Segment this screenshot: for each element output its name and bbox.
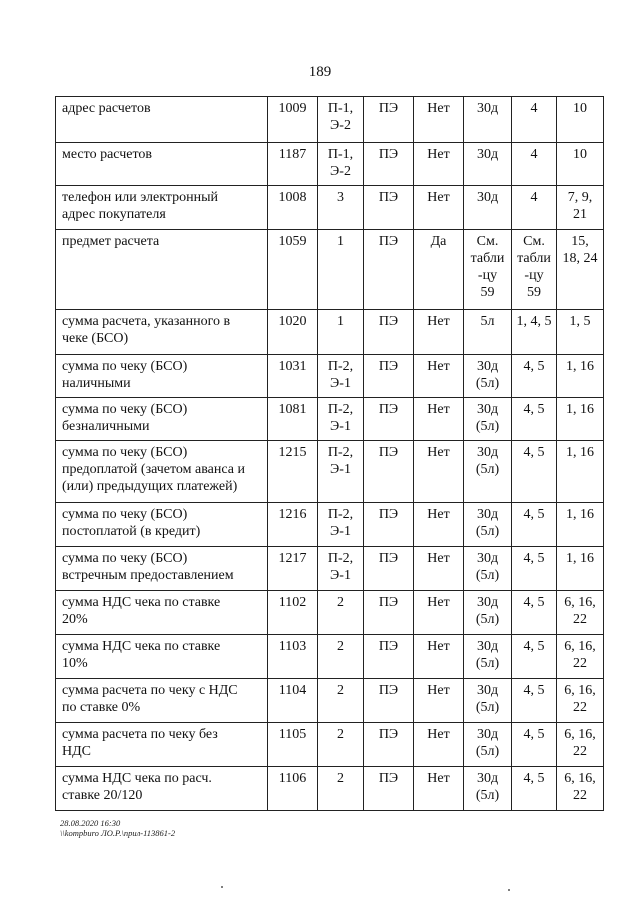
cell-length-line: (5л) bbox=[475, 700, 500, 715]
cell-notes-line: 1, 16 bbox=[566, 445, 594, 460]
cell-length bbox=[464, 186, 512, 230]
cell-code: 1020 bbox=[268, 310, 318, 355]
cell-name bbox=[56, 97, 268, 143]
cell-notes-line: 1, 16 bbox=[566, 507, 594, 522]
cell-format-line: П-2, bbox=[327, 507, 354, 522]
cell-length-line: 30д bbox=[476, 595, 499, 610]
cell-name-line: чеке (БСО) bbox=[62, 331, 129, 346]
cell-name bbox=[56, 355, 268, 398]
cell-name bbox=[56, 547, 268, 591]
cell-mandatory: Нет bbox=[414, 591, 464, 635]
cell-type: ПЭ bbox=[364, 503, 414, 547]
table-row bbox=[56, 723, 604, 767]
cell-code: 1216 bbox=[268, 503, 318, 547]
cell-notes-line: 6, 16, bbox=[564, 595, 596, 610]
cell-mandatory: Да bbox=[414, 230, 464, 310]
cell-ffd-version-line: 4, 5 bbox=[523, 445, 545, 460]
cell-notes-line: 15, bbox=[571, 234, 589, 249]
cell-code: 1104 bbox=[268, 679, 318, 723]
cell-length-line: 5л bbox=[480, 314, 495, 329]
cell-name-line: постоплатой (в кредит) bbox=[62, 524, 201, 539]
cell-length bbox=[464, 767, 512, 811]
cell-ffd-version-line: См. bbox=[523, 234, 545, 249]
cell-notes-line: 22 bbox=[573, 656, 587, 671]
cell-name bbox=[56, 503, 268, 547]
cell-notes-line: 1, 16 bbox=[566, 359, 594, 374]
cell-format-line: П-1, bbox=[327, 147, 354, 162]
cell-ffd-version-line: 1, 4, 5 bbox=[516, 314, 552, 329]
requisites-table bbox=[55, 96, 604, 811]
table-row bbox=[56, 310, 604, 355]
cell-ffd-version-line: 4, 5 bbox=[523, 551, 545, 566]
cell-ffd-version bbox=[512, 635, 557, 679]
cell-name-line: (или) предыдущих платежей) bbox=[62, 479, 238, 494]
cell-name-line: сумма по чеку (БСО) bbox=[62, 359, 188, 374]
cell-notes-line: 22 bbox=[573, 700, 587, 715]
cell-name-line: наличными bbox=[62, 376, 131, 391]
cell-name-line: сумма расчета по чеку с НДС bbox=[62, 683, 238, 698]
cell-ffd-version-line: 4, 5 bbox=[523, 507, 545, 522]
cell-format-line: 2 bbox=[337, 639, 344, 654]
cell-format-line: Э-1 bbox=[330, 568, 351, 583]
cell-name bbox=[56, 679, 268, 723]
cell-ffd-version bbox=[512, 310, 557, 355]
cell-length bbox=[464, 441, 512, 503]
cell-name-line: сумма расчета, указанного в bbox=[62, 314, 231, 329]
cell-length-line: 30д bbox=[476, 445, 499, 460]
cell-type: ПЭ bbox=[364, 355, 414, 398]
cell-length bbox=[464, 547, 512, 591]
cell-notes-line: 6, 16, bbox=[564, 639, 596, 654]
table-row bbox=[56, 503, 604, 547]
cell-format-line: П-2, bbox=[327, 445, 354, 460]
cell-format-line: П-2, bbox=[327, 402, 354, 417]
cell-notes bbox=[557, 355, 604, 398]
cell-notes-line: 1, 16 bbox=[566, 402, 594, 417]
cell-notes-line: 6, 16, bbox=[564, 771, 596, 786]
cell-notes bbox=[557, 310, 604, 355]
cell-length-line: (5л) bbox=[475, 419, 500, 434]
cell-name-line: 20% bbox=[62, 612, 88, 627]
cell-notes bbox=[557, 635, 604, 679]
cell-code: 1059 bbox=[268, 230, 318, 310]
cell-length-line: 30д bbox=[476, 402, 499, 417]
cell-length-line: (5л) bbox=[475, 612, 500, 627]
cell-notes-line: 18, 24 bbox=[562, 251, 598, 266]
cell-code: 1187 bbox=[268, 143, 318, 186]
cell-mandatory: Нет bbox=[414, 767, 464, 811]
cell-name-line: безналичными bbox=[62, 419, 150, 434]
cell-notes bbox=[557, 591, 604, 635]
cell-type: ПЭ bbox=[364, 186, 414, 230]
cell-format-line: Э-1 bbox=[330, 462, 351, 477]
cell-name bbox=[56, 767, 268, 811]
cell-notes-line: 1, 5 bbox=[569, 314, 591, 329]
cell-ffd-version-line: 4, 5 bbox=[523, 595, 545, 610]
cell-length-line: 30д bbox=[476, 683, 499, 698]
table-row bbox=[56, 143, 604, 186]
cell-ffd-version bbox=[512, 503, 557, 547]
cell-ffd-version-line: 4 bbox=[530, 190, 538, 205]
cell-format bbox=[318, 591, 364, 635]
table-row bbox=[56, 767, 604, 811]
table-row bbox=[56, 97, 604, 143]
cell-notes-line: 6, 16, bbox=[564, 683, 596, 698]
cell-type: ПЭ bbox=[364, 635, 414, 679]
cell-code: 1103 bbox=[268, 635, 318, 679]
cell-length bbox=[464, 310, 512, 355]
cell-format-line: Э-1 bbox=[330, 376, 351, 391]
cell-length-line: (5л) bbox=[475, 788, 500, 803]
cell-code: 1081 bbox=[268, 398, 318, 441]
cell-name bbox=[56, 591, 268, 635]
cell-type: ПЭ bbox=[364, 591, 414, 635]
cell-length bbox=[464, 635, 512, 679]
cell-length-line: 30д bbox=[476, 771, 499, 786]
page-number: 189 bbox=[308, 64, 332, 80]
table-row bbox=[56, 355, 604, 398]
cell-length-line: (5л) bbox=[475, 524, 500, 539]
cell-length bbox=[464, 355, 512, 398]
cell-name-line: сумма НДС чека по ставке bbox=[62, 595, 221, 610]
cell-ffd-version bbox=[512, 591, 557, 635]
cell-ffd-version-line: 4, 5 bbox=[523, 639, 545, 654]
cell-mandatory: Нет bbox=[414, 503, 464, 547]
cell-format-line: 2 bbox=[337, 595, 344, 610]
cell-format bbox=[318, 310, 364, 355]
cell-ffd-version bbox=[512, 355, 557, 398]
cell-name-line: предоплатой (зачетом аванса и bbox=[62, 462, 245, 477]
cell-mandatory: Нет bbox=[414, 547, 464, 591]
cell-code: 1105 bbox=[268, 723, 318, 767]
cell-mandatory: Нет bbox=[414, 310, 464, 355]
cell-name-line: сумма по чеку (БСО) bbox=[62, 402, 188, 417]
cell-ffd-version bbox=[512, 186, 557, 230]
cell-format bbox=[318, 398, 364, 441]
cell-format-line: 2 bbox=[337, 771, 344, 786]
cell-name bbox=[56, 186, 268, 230]
cell-ffd-version-line: табли bbox=[517, 251, 551, 266]
cell-length bbox=[464, 143, 512, 186]
cell-length-line: (5л) bbox=[475, 744, 500, 759]
cell-type: ПЭ bbox=[364, 723, 414, 767]
cell-notes bbox=[557, 398, 604, 441]
cell-ffd-version-line: 59 bbox=[527, 285, 541, 300]
cell-length-line: (5л) bbox=[475, 568, 500, 583]
cell-code: 1031 bbox=[268, 355, 318, 398]
cell-format bbox=[318, 441, 364, 503]
cell-length-line: 30д bbox=[476, 190, 499, 205]
cell-code: 1215 bbox=[268, 441, 318, 503]
cell-name-line: сумма расчета по чеку без bbox=[62, 727, 218, 742]
cell-ffd-version-line: 4 bbox=[530, 101, 538, 116]
cell-length-line: 30д bbox=[476, 359, 499, 374]
cell-type: ПЭ bbox=[364, 679, 414, 723]
cell-ffd-version bbox=[512, 398, 557, 441]
cell-name-line: телефон или электронный bbox=[62, 190, 218, 205]
cell-type: ПЭ bbox=[364, 143, 414, 186]
cell-format bbox=[318, 503, 364, 547]
cell-format bbox=[318, 635, 364, 679]
cell-length-line: 30д bbox=[476, 101, 499, 116]
cell-notes bbox=[557, 767, 604, 811]
table-row bbox=[56, 635, 604, 679]
cell-notes-line: 10 bbox=[573, 147, 587, 162]
cell-ffd-version-line: 4, 5 bbox=[523, 771, 545, 786]
table-row bbox=[56, 398, 604, 441]
cell-length-line: 30д bbox=[476, 551, 499, 566]
cell-name-line: место расчетов bbox=[62, 147, 153, 162]
cell-format-line: 2 bbox=[337, 683, 344, 698]
cell-name-line: встречным предоставлением bbox=[62, 568, 234, 583]
cell-mandatory: Нет bbox=[414, 441, 464, 503]
cell-name-line: сумма НДС чека по расч. bbox=[62, 771, 212, 786]
cell-notes-line: 7, 9, bbox=[567, 190, 593, 205]
cell-length bbox=[464, 97, 512, 143]
cell-mandatory: Нет bbox=[414, 635, 464, 679]
cell-ffd-version-line: 4, 5 bbox=[523, 359, 545, 374]
cell-format bbox=[318, 97, 364, 143]
cell-format-line: 1 bbox=[337, 314, 344, 329]
cell-mandatory: Нет bbox=[414, 679, 464, 723]
cell-length bbox=[464, 230, 512, 310]
cell-name-line: адрес покупателя bbox=[62, 207, 166, 222]
cell-notes-line: 22 bbox=[573, 612, 587, 627]
cell-format bbox=[318, 186, 364, 230]
cell-notes-line: 22 bbox=[573, 744, 587, 759]
cell-format-line: П-2, bbox=[327, 359, 354, 374]
cell-format-line: Э-1 bbox=[330, 524, 351, 539]
cell-length-line: (5л) bbox=[475, 462, 500, 477]
cell-ffd-version bbox=[512, 97, 557, 143]
cell-notes bbox=[557, 503, 604, 547]
cell-ffd-version bbox=[512, 230, 557, 310]
cell-length bbox=[464, 591, 512, 635]
table-body bbox=[56, 97, 604, 811]
cell-format-line: П-2, bbox=[327, 551, 354, 566]
cell-length bbox=[464, 679, 512, 723]
cell-format bbox=[318, 679, 364, 723]
cell-code: 1009 bbox=[268, 97, 318, 143]
cell-name bbox=[56, 310, 268, 355]
cell-notes-line: 10 bbox=[573, 101, 587, 116]
cell-type: ПЭ bbox=[364, 97, 414, 143]
cell-name bbox=[56, 723, 268, 767]
cell-notes bbox=[557, 547, 604, 591]
footer-file-path: \\kompburo ЛО.Р.\прил-113861-2 bbox=[60, 828, 176, 838]
cell-notes bbox=[557, 441, 604, 503]
cell-name-line: сумма по чеку (БСО) bbox=[62, 507, 188, 522]
cell-ffd-version-line: 4, 5 bbox=[523, 683, 545, 698]
cell-ffd-version bbox=[512, 143, 557, 186]
cell-name-line: ставке 20/120 bbox=[62, 788, 143, 803]
cell-format bbox=[318, 547, 364, 591]
cell-code: 1008 bbox=[268, 186, 318, 230]
cell-mandatory: Нет bbox=[414, 97, 464, 143]
cell-ffd-version-line: 4, 5 bbox=[523, 402, 545, 417]
cell-ffd-version bbox=[512, 723, 557, 767]
cell-notes-line: 1, 16 bbox=[566, 551, 594, 566]
cell-name-line: адрес расчетов bbox=[62, 101, 151, 116]
cell-type: ПЭ bbox=[364, 230, 414, 310]
cell-length-line: -цу bbox=[477, 268, 498, 283]
scan-speck bbox=[508, 889, 510, 891]
cell-format-line: 2 bbox=[337, 727, 344, 742]
cell-format-line: П-1, bbox=[327, 101, 354, 116]
cell-format bbox=[318, 143, 364, 186]
footer-timestamp: 28.08.2020 16:30 bbox=[60, 818, 121, 828]
cell-format bbox=[318, 767, 364, 811]
document-footer bbox=[60, 818, 175, 838]
cell-length-line: 30д bbox=[476, 147, 499, 162]
cell-ffd-version bbox=[512, 767, 557, 811]
cell-length bbox=[464, 503, 512, 547]
cell-notes bbox=[557, 97, 604, 143]
cell-notes-line: 21 bbox=[573, 207, 587, 222]
cell-name-line: 10% bbox=[62, 656, 88, 671]
cell-name-line: предмет расчета bbox=[62, 234, 160, 249]
cell-notes bbox=[557, 723, 604, 767]
cell-notes bbox=[557, 186, 604, 230]
cell-notes bbox=[557, 679, 604, 723]
cell-type: ПЭ bbox=[364, 441, 414, 503]
cell-length bbox=[464, 723, 512, 767]
cell-length-line: табли bbox=[470, 251, 505, 266]
cell-type: ПЭ bbox=[364, 767, 414, 811]
cell-name-line: сумма НДС чека по ставке bbox=[62, 639, 221, 654]
cell-name-line: сумма по чеку (БСО) bbox=[62, 445, 188, 460]
table-row bbox=[56, 679, 604, 723]
cell-ffd-version bbox=[512, 441, 557, 503]
cell-type: ПЭ bbox=[364, 398, 414, 441]
cell-name bbox=[56, 398, 268, 441]
cell-length-line: (5л) bbox=[475, 656, 500, 671]
cell-length-line: 59 bbox=[480, 285, 495, 300]
cell-name-line: сумма по чеку (БСО) bbox=[62, 551, 188, 566]
cell-mandatory: Нет bbox=[414, 143, 464, 186]
scan-speck bbox=[221, 886, 223, 888]
cell-name bbox=[56, 635, 268, 679]
cell-length-line: 30д bbox=[476, 507, 499, 522]
cell-ffd-version-line: 4 bbox=[530, 147, 538, 162]
cell-name-line: НДС bbox=[62, 744, 91, 759]
cell-name bbox=[56, 441, 268, 503]
cell-code: 1106 bbox=[268, 767, 318, 811]
cell-mandatory: Нет bbox=[414, 186, 464, 230]
cell-name-line: по ставке 0% bbox=[62, 700, 141, 715]
cell-type: ПЭ bbox=[364, 547, 414, 591]
cell-ffd-version bbox=[512, 547, 557, 591]
cell-code: 1217 bbox=[268, 547, 318, 591]
cell-mandatory: Нет bbox=[414, 723, 464, 767]
table-row bbox=[56, 547, 604, 591]
cell-format bbox=[318, 230, 364, 310]
cell-format-line: Э-2 bbox=[330, 118, 351, 133]
cell-type: ПЭ bbox=[364, 310, 414, 355]
cell-notes bbox=[557, 143, 604, 186]
table-row bbox=[56, 591, 604, 635]
cell-format-line: Э-2 bbox=[330, 164, 351, 179]
cell-notes-line: 22 bbox=[573, 788, 587, 803]
cell-notes bbox=[557, 230, 604, 310]
table-row bbox=[56, 441, 604, 503]
cell-format bbox=[318, 355, 364, 398]
cell-mandatory: Нет bbox=[414, 398, 464, 441]
cell-format bbox=[318, 723, 364, 767]
cell-ffd-version-line: -цу bbox=[524, 268, 544, 283]
cell-length-line: См. bbox=[476, 234, 499, 249]
cell-length-line: 30д bbox=[476, 639, 499, 654]
cell-notes-line: 6, 16, bbox=[564, 727, 596, 742]
cell-format-line: Э-1 bbox=[330, 419, 351, 434]
table-row bbox=[56, 230, 604, 310]
cell-length bbox=[464, 398, 512, 441]
cell-length-line: 30д bbox=[476, 727, 499, 742]
table-row bbox=[56, 186, 604, 230]
cell-ffd-version bbox=[512, 679, 557, 723]
cell-code: 1102 bbox=[268, 591, 318, 635]
cell-length-line: (5л) bbox=[475, 376, 500, 391]
cell-format-line: 3 bbox=[337, 190, 344, 205]
cell-mandatory: Нет bbox=[414, 355, 464, 398]
cell-name bbox=[56, 143, 268, 186]
cell-format-line: 1 bbox=[337, 234, 344, 249]
cell-ffd-version-line: 4, 5 bbox=[523, 727, 545, 742]
cell-name bbox=[56, 230, 268, 310]
